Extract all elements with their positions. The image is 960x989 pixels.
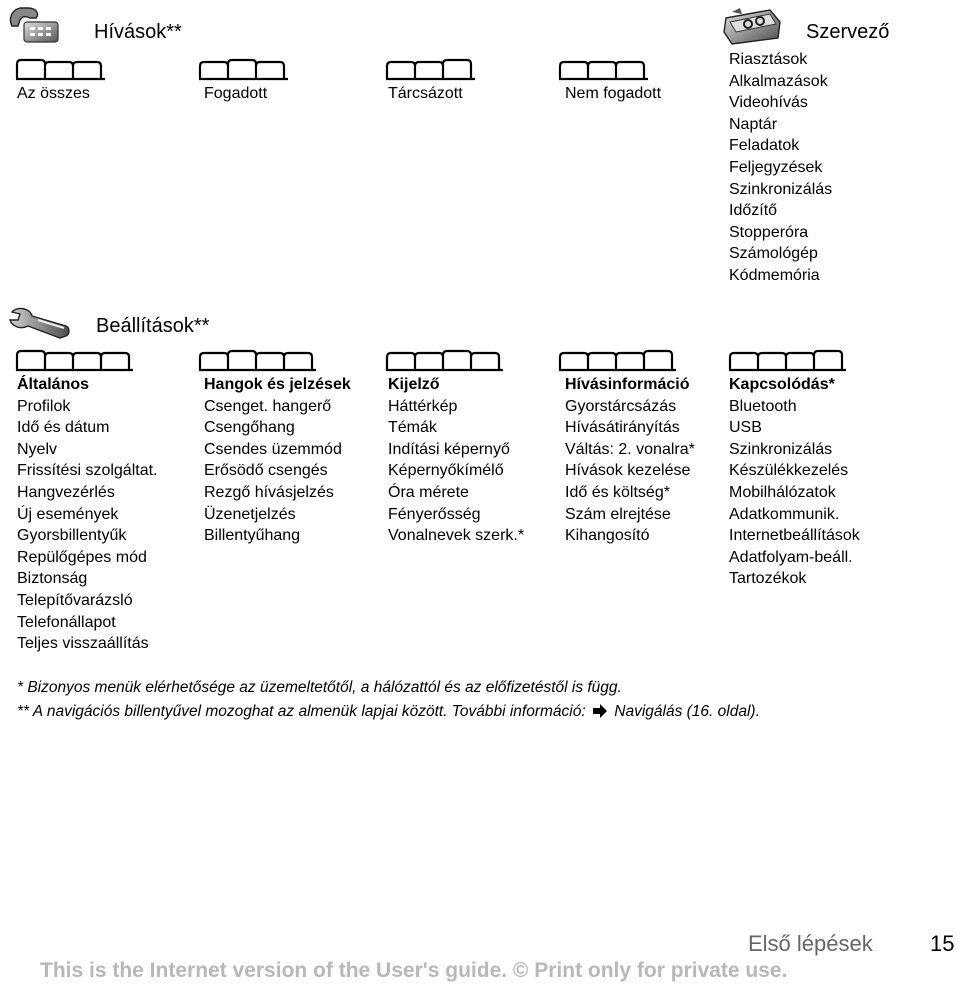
footnote-navigation: [17, 702, 760, 724]
list-item: Tartozékok: [729, 570, 807, 588]
tab-strip-icon: [15, 58, 107, 82]
calls-heading: Hívások**: [94, 21, 182, 43]
list-item: Óra mérete: [388, 483, 469, 501]
organizer-icon: [722, 4, 784, 46]
arrow-right-icon: [592, 704, 608, 724]
list-item: Hívásátirányítás: [565, 419, 680, 437]
list-item: Telepítővarázsló: [17, 591, 133, 609]
footnote-availability: * Bizonyos menük elérhetősége az üzemeltetőtől, a hálózattól és az előfizetéstől is függ.: [17, 679, 622, 696]
organizer-list: [729, 49, 832, 287]
calls-tab-all: Az összes: [17, 85, 90, 102]
list-item: Idő és költség*: [565, 483, 670, 501]
settings-column-sounds: [204, 374, 351, 547]
settings-column-calls: [565, 374, 695, 547]
list-item: Szinkronizálás: [729, 180, 833, 198]
column-title: Hívásinformáció: [565, 376, 690, 393]
list-item: USB: [729, 419, 762, 437]
settings-tabs-icon-2: [198, 349, 318, 373]
list-item: Nyelv: [17, 440, 58, 458]
list-item: Frissítési szolgáltat.: [17, 462, 158, 480]
list-item: Telefonállapot: [17, 613, 116, 631]
list-item: Új események: [17, 505, 119, 523]
footnote-navigation-text: ** A navigációs billentyűvel mozoghat az almenük lapjai között. További információ:: [17, 703, 586, 720]
list-item: Alkalmazások: [729, 72, 828, 90]
list-item: Vonalnevek szerk.*: [388, 527, 525, 545]
list-item: Adatfolyam-beáll.: [729, 548, 853, 566]
calls-tabs-icon-1: [15, 58, 107, 82]
list-item: Fényerősség: [388, 505, 481, 523]
calls-tabs-icon-4: [558, 58, 650, 82]
settings-tabs-icon-5: [728, 349, 848, 373]
settings-tabs-icon-1: [15, 349, 135, 373]
calls-tabs-icon-3: [385, 58, 477, 82]
calls-tabs-icon-2: [198, 58, 290, 82]
tab-strip-icon: [558, 349, 678, 373]
list-item: Képernyőkímélő: [388, 462, 504, 480]
list-item: Feladatok: [729, 137, 800, 155]
settings-tabs-icon-4: [558, 349, 678, 373]
list-item: Bluetooth: [729, 397, 797, 415]
list-item: Szám elrejtése: [565, 505, 671, 523]
settings-heading: Beállítások**: [96, 315, 210, 337]
list-item: Feljegyzések: [729, 158, 823, 176]
section-title: Első lépések: [748, 931, 873, 956]
calls-tab-received: Fogadott: [204, 85, 268, 102]
list-item: Készülékkezelés: [729, 462, 849, 480]
list-item: Számológép: [729, 245, 818, 263]
list-item: Kihangosító: [565, 527, 650, 545]
tab-strip-icon: [385, 349, 505, 373]
settings-column-connectivity: [729, 374, 860, 590]
list-item: Erősödő csengés: [204, 462, 328, 480]
settings-icon: [8, 306, 72, 340]
list-item: Videohívás: [729, 94, 808, 112]
list-item: Adatkommunik.: [729, 505, 840, 523]
phone-icon: [6, 4, 62, 46]
wrench-icon: [8, 306, 72, 340]
list-item: Teljes visszaállítás: [17, 635, 149, 653]
tab-strip-icon: [15, 349, 135, 373]
list-item: Hívások kezelése: [565, 462, 691, 480]
tab-strip-icon: [558, 58, 650, 82]
organizer-icon: [722, 4, 784, 46]
page-number: 15: [930, 931, 955, 956]
tab-strip-icon: [728, 349, 848, 373]
list-item: Profilok: [17, 397, 71, 415]
settings-tabs-icon-3: [385, 349, 505, 373]
watermark-text: This is the Internet version of the User's guide. © Print only for private use.: [40, 959, 788, 982]
list-item: Rezgő hívásjelzés: [204, 483, 334, 501]
list-item: Repülőgépes mód: [17, 548, 147, 566]
list-item: Mobilhálózatok: [729, 483, 836, 501]
list-item: Témák: [388, 419, 437, 437]
list-item: Kódmemória: [729, 266, 820, 284]
settings-column-general: [17, 374, 157, 655]
list-item: Csendes üzemmód: [204, 440, 342, 458]
list-item: Gyorstárcsázás: [565, 397, 677, 415]
calls-icon: [6, 4, 62, 46]
organizer-heading: Szervező: [806, 21, 890, 43]
list-item: Billentyűhang: [204, 527, 301, 545]
calls-tab-missed: Nem fogadott: [565, 85, 662, 102]
list-item: Internetbeállítások: [729, 527, 860, 545]
settings-column-display: [388, 374, 524, 547]
list-item: Idő és dátum: [17, 419, 110, 437]
column-title: Kijelző: [388, 376, 440, 393]
navigation-reference-link[interactable]: Navigálás (16. oldal).: [614, 703, 760, 720]
list-item: Gyorsbillentyűk: [17, 527, 127, 545]
list-item: Időzítő: [729, 202, 778, 220]
column-title: Hangok és jelzések: [204, 376, 351, 393]
list-item: Szinkronizálás: [729, 440, 833, 458]
list-item: Indítási képernyő: [388, 440, 510, 458]
tab-strip-icon: [385, 58, 477, 82]
list-item: Váltás: 2. vonalra*: [565, 440, 695, 458]
tab-strip-icon: [198, 349, 318, 373]
calls-tab-dialled: Tárcsázott: [388, 85, 463, 102]
list-item: Biztonság: [17, 570, 88, 588]
list-item: Üzenetjelzés: [204, 505, 296, 523]
column-title: Kapcsolódás*: [729, 376, 835, 393]
list-item: Csenget. hangerő: [204, 397, 332, 415]
list-item: Csengőhang: [204, 419, 295, 437]
list-item: Hangvezérlés: [17, 483, 115, 501]
column-title: Általános: [17, 376, 90, 393]
list-item: Naptár: [729, 115, 778, 133]
list-item: Stopperóra: [729, 223, 809, 241]
tab-strip-icon: [198, 58, 290, 82]
list-item: Riasztások: [729, 51, 808, 68]
list-item: Háttérkép: [388, 397, 458, 415]
